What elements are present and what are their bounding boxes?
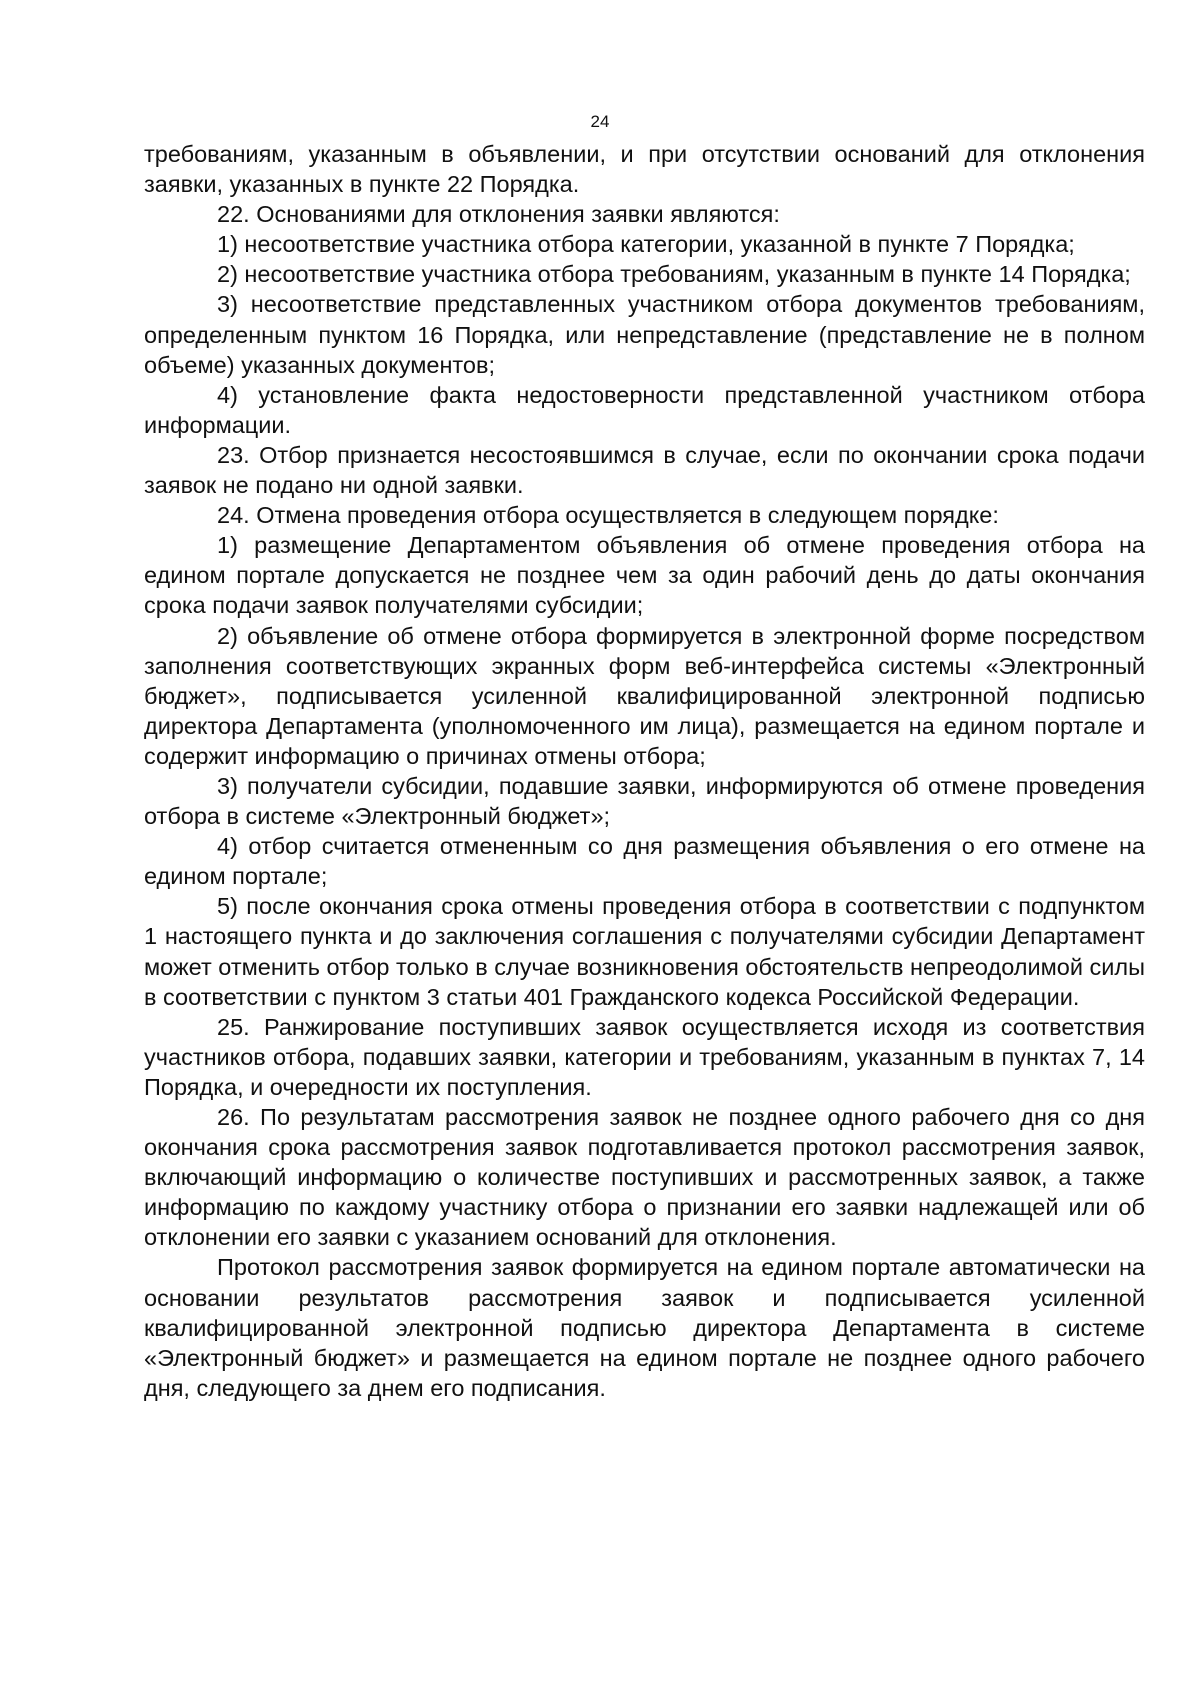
document-body bbox=[144, 139, 1145, 1403]
paragraph-23: 23. Отбор признается несостоявшимся в случае, если по окончании срока подачи заявок не подано ни одной заявки. bbox=[144, 441, 1145, 499]
page-number: 24 bbox=[590, 112, 610, 131]
paragraph-continuation: требованиям, указанным в объявлении, и при отсутствии оснований для отклонения заявки, указанных в пункте 22 Порядка. bbox=[144, 141, 1145, 198]
paragraph-24-item-3: 3) получатели субсидии, подавшие заявки, информируются об отмене проведения отбора в системе «Электронный бюджет»; bbox=[144, 772, 1145, 830]
paragraph-24-item-4: 4) отбор считается отмененным со дня размещения объявления о его отмене на едином портале; bbox=[144, 833, 1145, 890]
paragraph-22-item-1: 1) несоответствие участника отбора категории, указанной в пункте 7 Порядка; bbox=[217, 231, 1075, 258]
paragraph-24-item-5: 5) после окончания срока отмены проведения отбора в соответствии с подпунктом 1 настоящего пункта и до заключения соглашения с получателями субсидии Департамент может отменить отбор только в случае возникновения обстоятельств непреодолимой силы в соответствии с пунктом 3 статьи 401 Гражданского кодекса Российской Федерации. bbox=[144, 893, 1145, 1010]
paragraph-protocol: Протокол рассмотрения заявок формируется на едином портале автоматически на основании результатов рассмотрения заявок и подписывается усиленной квалифицированной электронной подписью директора Департамента в системе «Электронный бюджет» и размещается на едином портале не позднее одного рабочего дня, следующего за днем его подписания. bbox=[144, 1254, 1145, 1401]
paragraph-22-item-4: 4) установление факта недостоверности представленной участником отбора информации. bbox=[144, 381, 1145, 438]
paragraph-24-item-2: 2) объявление об отмене отбора формируется в электронной форме посредством заполнения соответствующих экранных форм веб-интерфейса системы «Электронный бюджет», подписывается усиленной квалифицированной электронной подписью директора Департамента (уполномоченного им лица), размещается на едином портале и содержит информацию о причинах отмены отбора; bbox=[144, 622, 1145, 769]
paragraph-24-item-1: 1) размещение Департаментом объявления об отмене проведения отбора на едином портале допускается не позднее чем за один рабочий день до даты окончания срока подачи заявок получателями субсидии; bbox=[144, 532, 1145, 619]
paragraph-22-item-2: 2) несоответствие участника отбора требованиям, указанным в пункте 14 Порядка; bbox=[217, 261, 1131, 288]
paragraph-24-heading: 24. Отмена проведения отбора осуществляется в следующем порядке: bbox=[217, 502, 999, 529]
paragraph-22-heading: 22. Основаниями для отклонения заявки являются: bbox=[217, 201, 780, 228]
paragraph-22-item-3: 3) несоответствие представленных участником отбора документов требованиям, определенным пунктом 16 Порядка, или непредставление (представление не в полном объеме) указанных документов; bbox=[144, 291, 1145, 378]
paragraph-26: 26. По результатам рассмотрения заявок не позднее одного рабочего дня со дня окончания срока рассмотрения заявок подготавливается протокол рассмотрения заявок, включающий информацию о количестве поступивших и рассмотренных заявок, а также информацию по каждому участнику отбора о признании его заявки надлежащей или об отклонении его заявки с указанием оснований для отклонения. bbox=[144, 1104, 1145, 1251]
paragraph-25: 25. Ранжирование поступивших заявок осуществляется исходя из соответствия участников отбора, подавших заявки, категории и требованиям, указанным в пунктах 7, 14 Порядка, и очередности их поступления. bbox=[144, 1013, 1145, 1100]
